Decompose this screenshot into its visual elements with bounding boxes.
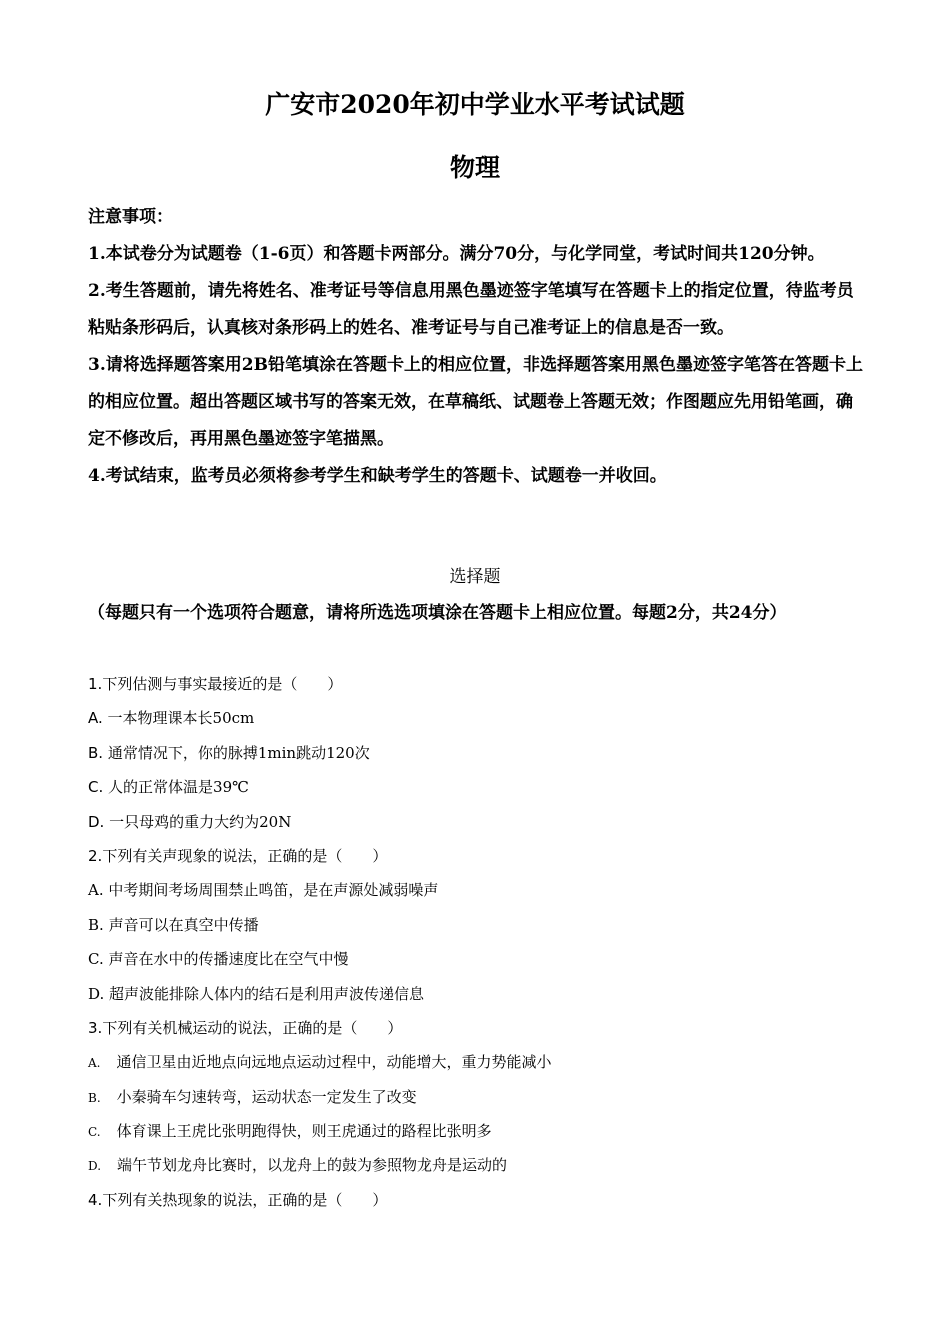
option-item [88,1119,868,1153]
option-item [88,775,868,809]
note-item: 4.考试结束，监考员必须将参考学生和缺考学生的答题卡、试题卷一并收回。 [88,466,667,486]
option-text: 体育课上王虎比张明跑得快，则王虎通过的路程比张明多 [116,1122,492,1141]
option-label: C. [88,1125,101,1140]
question-number: 3. [88,1018,103,1037]
question-stem [88,844,868,878]
option-item [88,878,868,912]
question-stem [88,1188,868,1222]
option-text: 小秦骑车匀速转弯，运动状态一定发生了改变 [116,1087,417,1106]
page-title: 广安市2020年初中学业水平考试试题 [265,90,685,119]
option-text: 超声波能排除人体内的结石是利用声波传递信息 [109,984,425,1003]
section-heading: 选择题 [449,567,501,587]
option-text: 声音在水中的传播速度比在空气中慢 [108,950,349,969]
option-label: B. [88,915,104,934]
option-label: D. [88,812,105,831]
option-text: 一本物理课本长50cm [107,709,255,728]
note-item: 2.考生答题前，请先将姓名、准考证号等信息用黑色墨迹签字笔填写在答题卡上的指定位置，待监考员粘贴条形码后，认真核对条形码上的姓名、准考证号与自己准考证上的信息是否一致。 [88,281,854,338]
option-item [88,1085,868,1119]
question-number: 2. [88,846,103,865]
question-number: 4. [88,1190,103,1209]
option-label: C. [88,778,104,797]
question-text: 下列估测与事实最接近的是（ ） [102,675,343,693]
option-label: A. [88,709,103,728]
subject-title: 物理 [449,153,500,182]
option-text: 中考期间考场周围禁止鸣笛，是在声源处减弱噪声 [108,881,439,900]
option-text: 一只母鸡的重力大约为20N [109,812,292,831]
note-item: 1.本试卷分为试题卷（1-6页）和答题卡两部分。满分70分，与化学同堂，考试时间共120分钟。 [88,244,825,264]
option-label: A. [88,881,104,900]
question-number: 1. [88,675,103,693]
question-list [88,672,868,1222]
option-text: 人的正常体温是39℃ [108,778,249,797]
option-item [88,1153,868,1187]
section-instruction: （每题只有一个选项符合题意，请将所选选项填涂在答题卡上相应位置。每题2分，共24分） [88,603,787,623]
notes-heading: 注意事项： [88,207,173,227]
question-stem [88,1016,868,1050]
option-item [88,913,868,947]
option-label: A. [88,1056,101,1071]
option-item [88,982,868,1016]
option-text: 通信卫星由近地点向远地点运动过程中，动能增大，重力势能减小 [116,1053,552,1072]
option-label: D. [88,984,105,1003]
option-text: 端午节划龙舟比赛时，以龙舟上的鼓为参照物龙舟是运动的 [117,1156,508,1175]
question-text: 下列有关声现象的说法，正确的是（ ） [102,846,388,865]
option-label: D. [88,1159,102,1174]
option-item [88,1050,868,1084]
option-label: B. [88,743,104,762]
notes-list [88,236,868,495]
option-label: B. [88,1090,101,1105]
question-stem [88,672,868,706]
option-label: C. [88,950,104,969]
question-text: 下列有关机械运动的说法，正确的是（ ） [102,1018,403,1037]
question-text: 下列有关热现象的说法，正确的是（ ） [102,1190,388,1209]
option-item [88,706,868,740]
option-item [88,741,868,775]
note-item: 3.请将选择题答案用2B铅笔填涂在答题卡上的相应位置，非选择题答案用黑色墨迹签字笔答在答题卡上的相应位置。超出答题区域书写的答案无效，在草稿纸、试题卷上答题无效；作图题应先用铅笔画，确定不修改后，再用黑色墨迹签字笔描黑。 [88,355,863,449]
option-text: 声音可以在真空中传播 [108,915,259,934]
option-item [88,947,868,981]
option-item [88,810,868,844]
option-text: 通常情况下，你的脉搏1min跳动120次 [107,743,370,762]
